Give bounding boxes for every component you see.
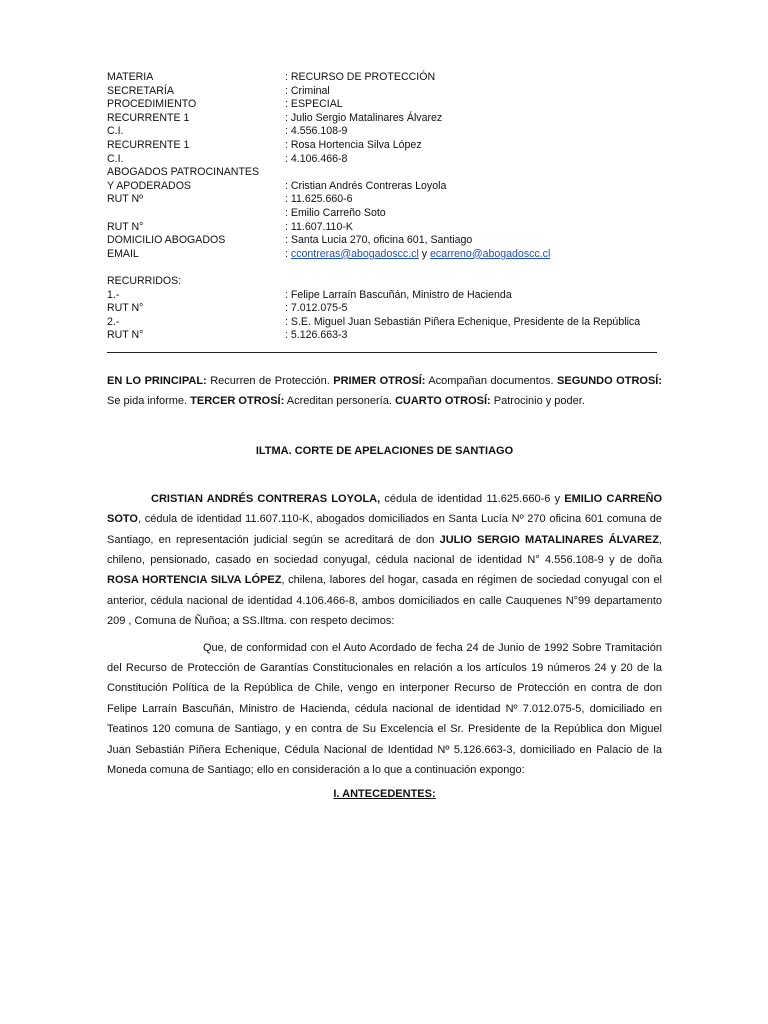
separator-line [107, 352, 657, 353]
rut-4-value: : 5.126.663-3 [285, 329, 348, 342]
otrosi-3-label: TERCER OTROSÍ: [190, 395, 285, 408]
rut-1-label: RUT Nº [107, 193, 144, 206]
recurrente-2-value: : Rosa Hortencia Silva López [285, 138, 422, 151]
header-row-rut-3 [107, 302, 662, 316]
otrosi-2-label: SEGUNDO OTROSÍ: [557, 374, 663, 387]
abogado-2-value: : Emilio Carreño Soto [285, 206, 386, 219]
header-row-ci-2 [107, 153, 662, 167]
header-row-abogado-2 [107, 207, 662, 221]
rut-2-value: : 11.607.110-K [285, 220, 353, 233]
rut-1-value: : 11.625.660-6 [285, 193, 353, 206]
otrosi-1-text: Acompañan documentos. [425, 374, 558, 387]
header-row-recurrente-1 [107, 112, 662, 126]
header-row-rut-4 [107, 329, 662, 343]
recurrente-2-label: RECURRENTE 1 [107, 138, 190, 151]
secretaria-value: : Criminal [285, 84, 330, 97]
recurrido-1-value: : Felipe Larraín Bascuñán, Ministro de Hacienda [285, 288, 512, 301]
header-row-recurrente-2 [107, 139, 662, 153]
otrosi-4-text: Patrocinio y poder. [490, 395, 585, 408]
header-row-rut-2 [107, 221, 662, 235]
header-row-recurridos [107, 275, 662, 289]
header-row-ci-1 [107, 125, 662, 139]
abogados-label-line-2: Y APODERADOS [107, 179, 191, 192]
rut-4-label: RUT N° [107, 329, 144, 342]
abogados-label-line-1: ABOGADOS PATROCINANTES [107, 166, 260, 179]
sumilla [107, 371, 662, 412]
header-row-procedimiento [107, 98, 662, 112]
ci-1-value: : 4.556.108-9 [285, 125, 348, 138]
email-label: EMAIL [107, 247, 139, 260]
email-separator: y [418, 247, 431, 260]
paragraph-comparecencia: CRISTIAN ANDRÉS CONTRERAS LOYOLA, cédula de identidad 11.625.660-6 y EMILIO CARREÑO SOTO, cédula de identidad 11.607.110-K, abogados domiciliados en Santa Lucía Nº 270 oficina 601 comuna de Santiago, en representación judicial según se acreditará de don JULIO SERGIO MATALINARES ÁLVAREZ, chileno, pensionado, casado en sociedad conyugal, cédula nacional de identidad N° 4.556.108-9 y de doña ROSA HORTENCIA SILVA LÓPEZ, chilena, labores del hogar, casada en régimen de sociedad conyugal con el anterior, cédula nacional de identidad 4.106.466-8, ambos domiciliados en calle Cauquenes N°99 departamento 209 , Comuna de Ñuñoa; a SS.Iltma. con respeto decimos: [107, 492, 663, 628]
header-row-abogado-1 [107, 180, 662, 194]
lawyer-2-name: EMILIO CARREÑO SOTO [107, 492, 662, 526]
rut-3-label: RUT N° [107, 302, 144, 315]
procedimiento-label: PROCEDIMIENTO [107, 98, 197, 111]
header-row-materia [107, 71, 662, 85]
recurrido-2-value: : S.E. Miguel Juan Sebastián Piñera Echenique, Presidente de la República [285, 315, 641, 328]
header-row-rut-1 [107, 193, 662, 207]
paragraph-interposicion: Que, de conformidad con el Auto Acordado de fecha 24 de Junio de 1992 Sobre Tramitación del Recurso de Protección de Garantías Constitucionales en relación a los artículos 19 números 24 y 20 de la Constitución Política de la República de Chile, vengo en interponer Recurso de Protección en contra de don Felipe Larraín Bascuñán, Ministro de Hacienda, cédula nacional de identidad Nº 7.012.075-5, domiciliado en Teatinos 120 comuna de Santiago, y en contra de Su Excelencia el Sr. Presidente de la República don Miguel Juan Sebastián Piñera Echenique, Cédula Nacional de Identidad Nº 5.126.663-3, domiciliado en Palacio de la Moneda comuna de Santiago; ello en consideración a lo que a continuación expongo: [107, 641, 662, 776]
rut-2-label: RUT N° [107, 220, 144, 233]
otrosi-1-label: PRIMER OTROSÍ: [333, 374, 426, 387]
header-row-abogados-label [107, 166, 662, 180]
secretaria-label: SECRETARÍA [107, 84, 174, 97]
ci-2-value: : 4.106.466-8 [285, 152, 348, 165]
header-row-email [107, 248, 662, 262]
header-row-recurrido-2 [107, 316, 662, 330]
email-link-carreno[interactable]: ecarreno@abogadoscc.cl [430, 247, 551, 260]
ci-1-label: C.I. [107, 125, 124, 138]
otrosi-2-text: Se pida informe. [107, 395, 191, 408]
recurrente-1-label: RECURRENTE 1 [107, 111, 190, 124]
materia-label: MATERIA [107, 71, 154, 83]
client-2-name: ROSA HORTENCIA SILVA LÓPEZ [107, 574, 282, 587]
domicilio-label: DOMICILIO ABOGADOS [107, 234, 226, 247]
document-body [107, 371, 662, 805]
header-row-secretaria [107, 85, 662, 99]
ci-2-label: C.I. [107, 152, 124, 165]
principal-label: EN LO PRINCIPAL: [107, 374, 207, 387]
client-1-name: JULIO SERGIO MATALINARES ÁLVAREZ [439, 533, 659, 546]
email-link-contreras[interactable]: ccontreras@abogadoscc.cl [290, 247, 419, 260]
recurrente-1-value: : Julio Sergio Matalinares Álvarez [285, 111, 443, 124]
abogado-1-value: : Cristian Andrés Contreras Loyola [285, 179, 447, 192]
materia-value: : RECURSO DE PROTECCIÓN [285, 71, 436, 83]
header-row-domicilio [107, 234, 662, 248]
court-title: ILTMA. CORTE DE APELACIONES DE SANTIAGO [255, 444, 514, 457]
document-page [107, 71, 662, 805]
email-value [285, 248, 662, 262]
case-header [107, 71, 662, 343]
otrosi-3-text: Acreditan personería. [284, 395, 395, 408]
email-prefix: : [285, 247, 291, 260]
section-title-antecedentes: I. ANTECEDENTES: [333, 788, 436, 801]
procedimiento-value: : ESPECIAL [285, 98, 343, 111]
recurrido-1-label: 1.- [107, 288, 120, 301]
lawyer-1-name: CRISTIAN ANDRÉS CONTRERAS LOYOLA, [151, 492, 381, 505]
header-gap [107, 261, 662, 275]
recurridos-label: RECURRIDOS: [107, 274, 182, 287]
header-row-recurrido-1 [107, 289, 662, 303]
otrosi-4-label: CUARTO OTROSÍ: [394, 395, 491, 408]
recurrido-2-label: 2.- [107, 315, 120, 328]
domicilio-value: : Santa Lucia 270, oficina 601, Santiago [285, 234, 473, 247]
principal-text: Recurren de Protección. [206, 374, 334, 387]
rut-3-value: : 7.012.075-5 [285, 302, 348, 315]
